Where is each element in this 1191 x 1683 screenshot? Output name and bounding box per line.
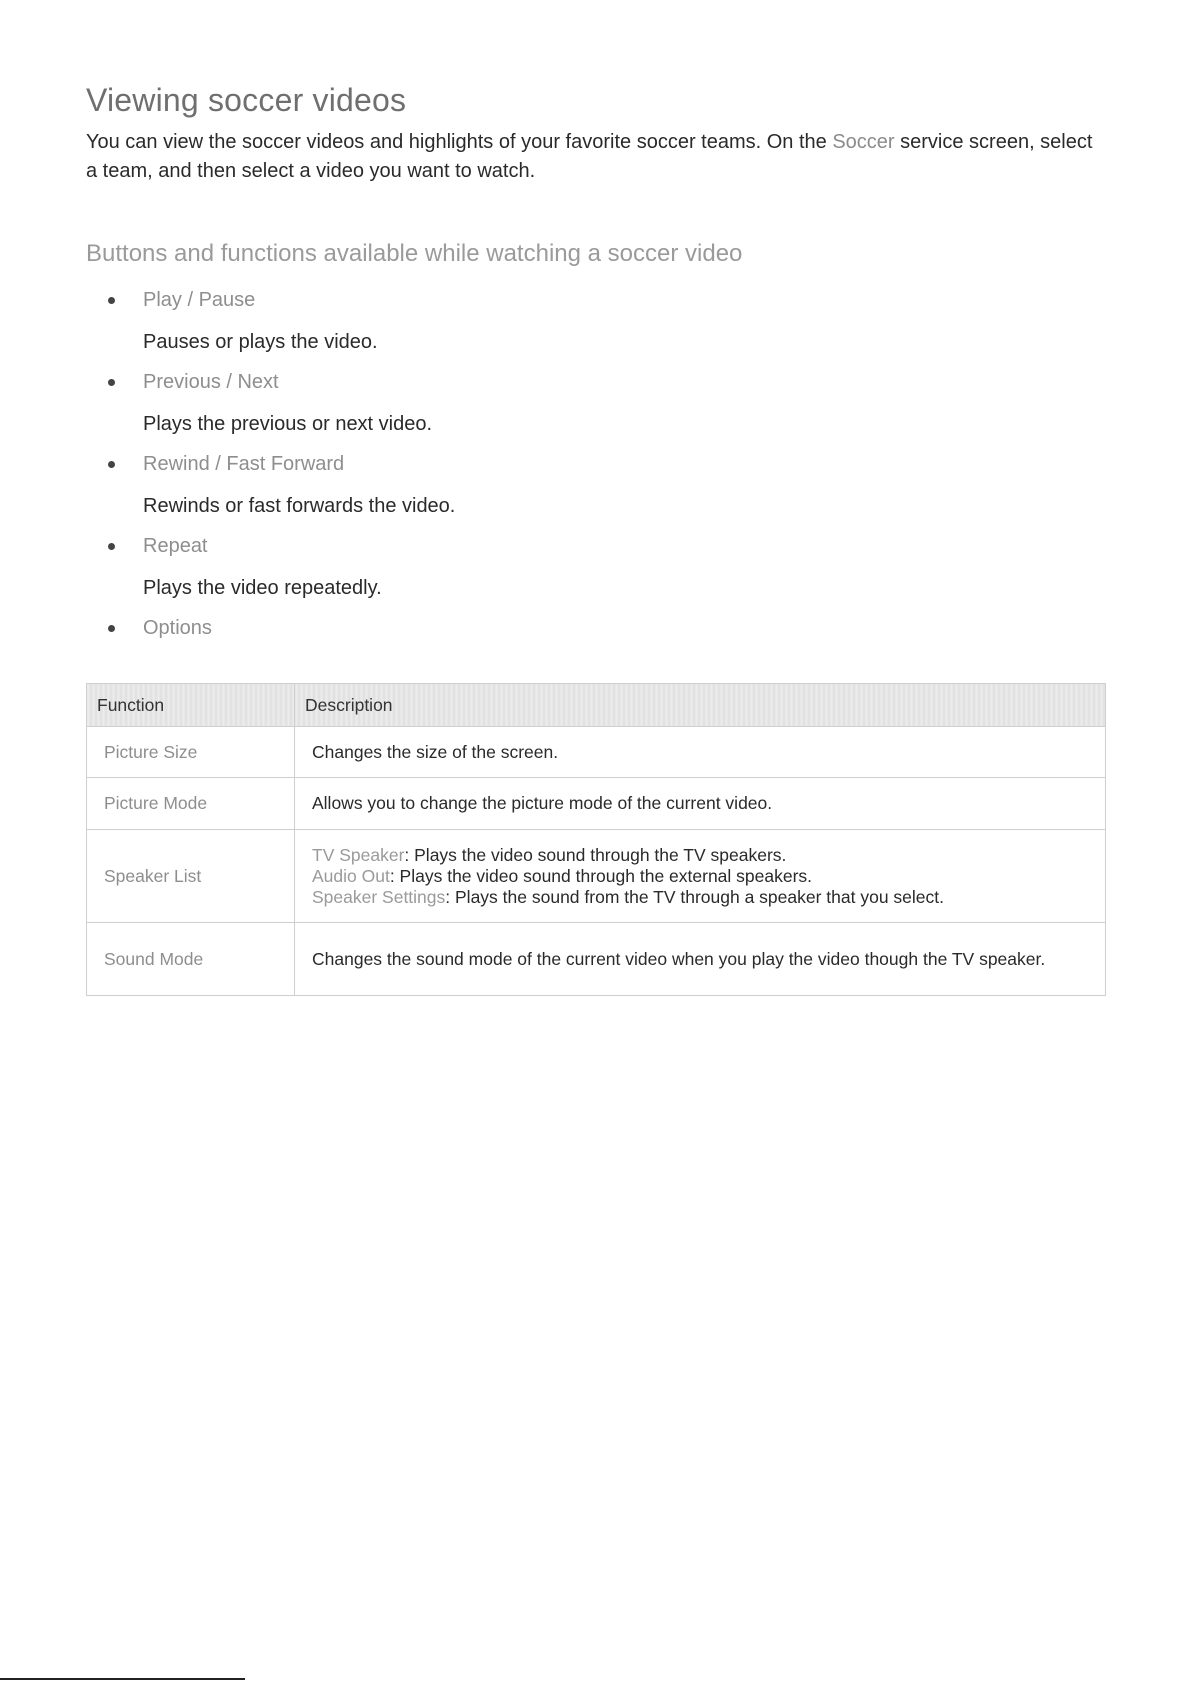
column-header-description: Description — [295, 684, 1106, 727]
table-row — [87, 923, 1106, 996]
list-item-repeat — [86, 530, 1106, 604]
button-description: Pauses or plays the video. — [143, 331, 378, 353]
function-cell: Speaker List — [87, 830, 295, 923]
button-name: Options — [143, 617, 212, 639]
column-header-function: Function — [87, 684, 295, 727]
bullet-icon — [108, 543, 115, 550]
function-cell: Picture Mode — [87, 778, 295, 830]
table-row — [87, 778, 1106, 830]
list-item-options — [86, 612, 1106, 644]
list-item-previous-next — [86, 366, 1106, 440]
table-header-row — [87, 684, 1106, 727]
button-name: Play / Pause — [143, 289, 256, 311]
button-name: Previous / Next — [143, 371, 279, 393]
section-title: Buttons and functions available while watching a soccer video — [86, 240, 743, 267]
description-cell — [295, 830, 1106, 923]
bullet-icon — [108, 297, 115, 304]
intro-text-start: You can view the soccer videos and highlights of your favorite soccer teams. On the — [86, 131, 833, 153]
button-description: Plays the previous or next video. — [143, 413, 433, 435]
bullet-icon — [108, 625, 115, 632]
button-name: Rewind / Fast Forward — [143, 453, 345, 475]
speaker-option-text: : Plays the sound from the TV through a speaker that you select. — [445, 886, 944, 907]
footer-divider — [0, 1678, 245, 1680]
function-cell: Sound Mode — [87, 923, 295, 996]
page-title: Viewing soccer videos — [86, 82, 407, 118]
list-item-play-pause — [86, 284, 1106, 358]
button-name: Repeat — [143, 535, 208, 557]
button-description: Plays the video repeatedly. — [143, 577, 382, 599]
description-cell: Changes the sound mode of the current video when you play the video though the TV speaker. — [295, 923, 1106, 996]
list-item-rewind-fast-forward — [86, 448, 1106, 522]
document-page — [86, 78, 1106, 652]
soccer-service-term: Soccer — [832, 131, 895, 153]
speaker-option-line — [312, 845, 1089, 866]
speaker-option-term: Audio Out — [312, 865, 390, 886]
description-cell: Allows you to change the picture mode of the current video. — [295, 778, 1106, 830]
speaker-option-term: Speaker Settings — [312, 886, 446, 907]
intro-paragraph — [86, 128, 1096, 186]
speaker-option-text: : Plays the video sound through the external speakers. — [389, 865, 813, 886]
bullet-icon — [108, 461, 115, 468]
button-description: Rewinds or fast forwards the video. — [143, 495, 456, 517]
speaker-option-line — [312, 887, 1089, 908]
button-list — [86, 284, 1106, 644]
bullet-icon — [108, 379, 115, 386]
intro-text-end: service screen, select a team, and then select a video you want to watch. — [86, 131, 1093, 182]
function-cell: Picture Size — [87, 727, 295, 778]
speaker-option-text: : Plays the video sound through the TV speakers. — [404, 844, 787, 865]
table-row — [87, 830, 1106, 923]
description-cell: Changes the size of the screen. — [295, 727, 1106, 778]
table-row — [87, 727, 1106, 778]
speaker-option-line — [312, 866, 1089, 887]
options-table — [86, 683, 1106, 996]
speaker-option-term: TV Speaker — [312, 844, 405, 865]
